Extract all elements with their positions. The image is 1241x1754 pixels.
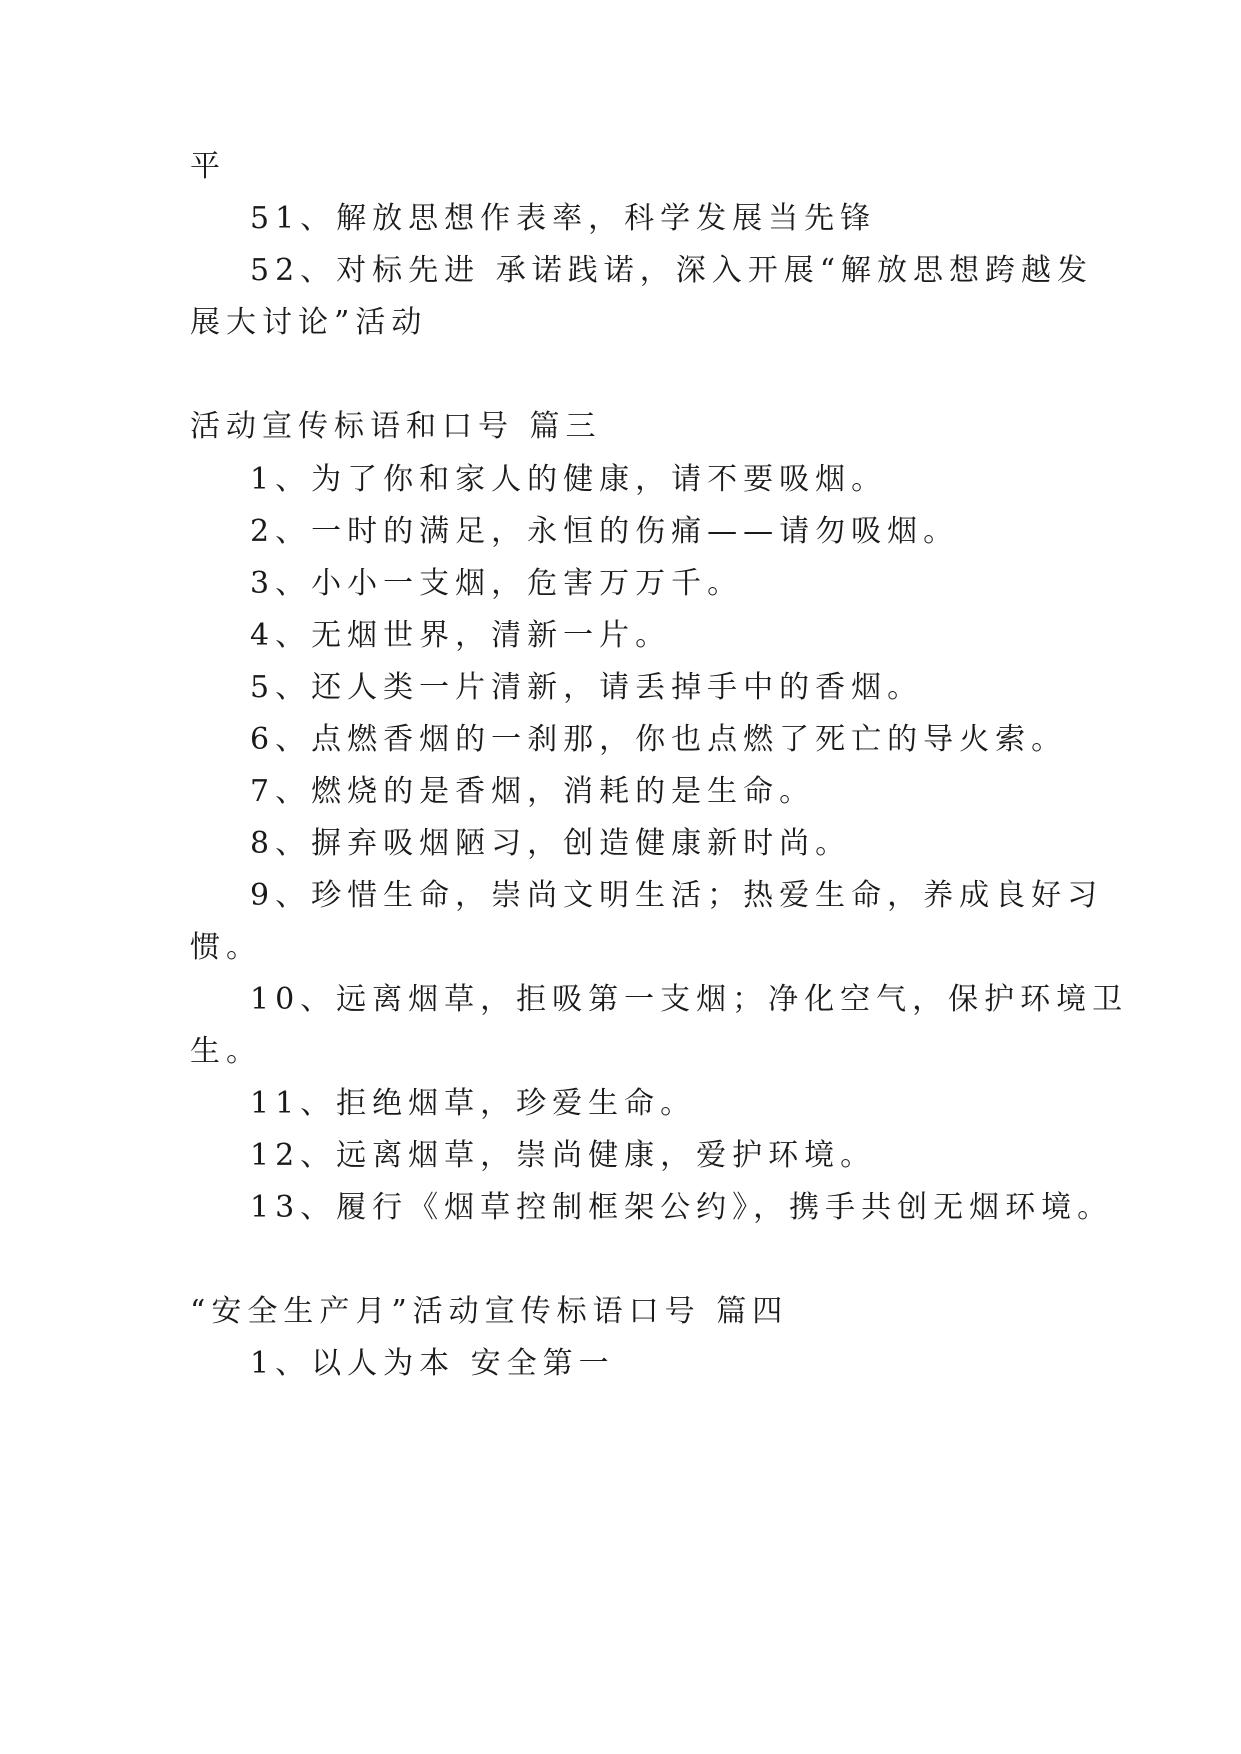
- list-item-10: 10、远离烟草，拒吸第一支烟；净化空气，保护环境卫: [250, 982, 1129, 1017]
- list-item-11: 11、拒绝烟草，珍爱生命。: [250, 1086, 697, 1121]
- text-line-continuation: 惯。: [190, 930, 262, 965]
- list-item-13: 13、履行《烟草控制框架公约》，携手共创无烟环境。: [250, 1190, 1114, 1225]
- list-item-9: 9、珍惜生命，崇尚文明生活；热爱生命，养成良好习: [250, 878, 1104, 913]
- list-item-1: 1、为了你和家人的健康，请不要吸烟。: [250, 462, 888, 497]
- list-item-5: 5、还人类一片清新，请丢掉手中的香烟。: [250, 670, 924, 705]
- list-item-4: 4、无烟世界，清新一片。: [250, 618, 672, 653]
- list-item-12: 12、远离烟草，崇尚健康，爱护环境。: [250, 1138, 877, 1173]
- list-item-51: 51、解放思想作表率，科学发展当先锋: [250, 201, 877, 236]
- section-heading-3: 活动宣传标语和口号 篇三: [190, 409, 602, 444]
- list-item-1: 1、以人为本 安全第一: [250, 1346, 615, 1381]
- text-line-continuation: 展大讨论”活动: [190, 305, 428, 340]
- list-item-52: 52、对标先进 承诺践诺，深入开展“解放思想跨越发: [250, 253, 1094, 288]
- list-item-8: 8、摒弃吸烟陋习，创造健康新时尚。: [250, 826, 852, 861]
- text-line-continuation: 平: [190, 149, 226, 184]
- section-heading-4: “安全生产月”活动宣传标语口号 篇四: [190, 1294, 789, 1329]
- list-item-6: 6、点燃香烟的一刹那，你也点燃了死亡的导火索。: [250, 722, 1068, 757]
- text-line-continuation: 生。: [190, 1034, 262, 1069]
- list-item-3: 3、小小一支烟，危害万万千。: [250, 566, 744, 601]
- list-item-7: 7、燃烧的是香烟，消耗的是生命。: [250, 774, 816, 809]
- list-item-2: 2、一时的满足，永恒的伤痛——请勿吸烟。: [250, 514, 960, 549]
